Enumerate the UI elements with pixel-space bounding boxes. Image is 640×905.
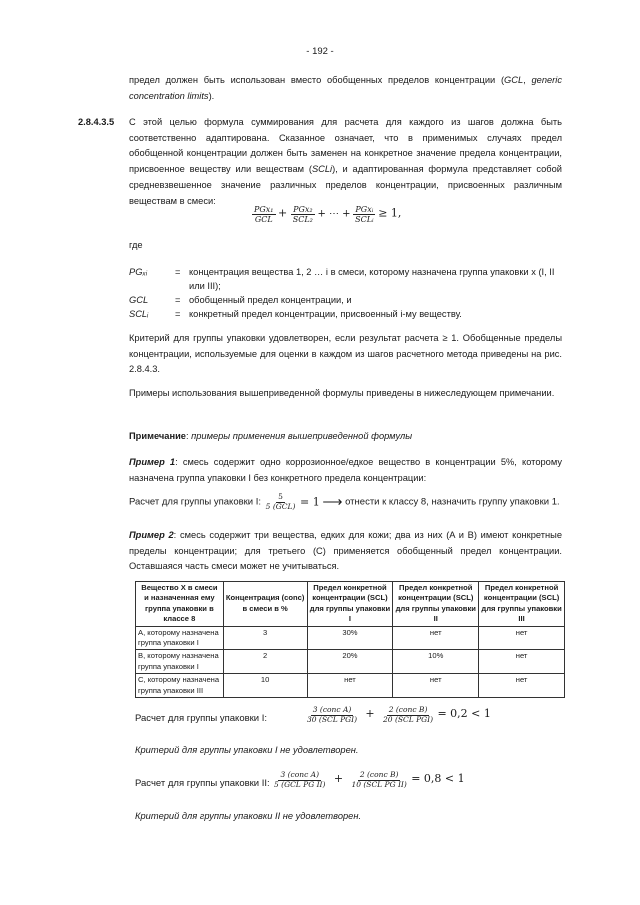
summation-formula: $\frac{\text{PGx₁}}{\text{GCL}}$ + $\frac{\text{PGx₂}}{\text{SCL₂}}$ + ⋯ + $\frac{\text{PGxᵢ}}{\text{SCLᵢ}}$ ≥ 1, xyxy=(254,205,402,225)
table-row: C, которому назначена группа упаковки III 10 нет нет нет xyxy=(136,674,565,698)
gcl-abbr: GCL xyxy=(504,75,524,85)
examples-paragraph: Примеры использования вышеприведенной формулы приведены в нижеследующем примечании. xyxy=(129,388,555,398)
table-header: Вещество X в смеси и назначенная ему группа упаковки в классе 8 xyxy=(136,582,224,627)
calc-1-formula: $\frac{\text{3 (conc A)}}{\text{30 (SCL PGI)}}$ + $\frac{\text{2 (conc B)}}{\text{20 (SCL PGI)}}$ = 0,2 < 1 xyxy=(307,705,491,724)
legend-row: GCL = обобщенный предел концентрации, и xyxy=(129,295,352,305)
scli-abbr: SCLi xyxy=(311,164,333,175)
calc-1-label: Расчет для группы упаковки I: xyxy=(135,713,268,724)
note-label: Примечание xyxy=(129,431,186,441)
formula-rhs: ≥ 1, xyxy=(378,206,402,220)
section-number: 2.8.4.3.5 xyxy=(78,117,115,127)
calc-2-result: = 0,8 < 1 xyxy=(411,772,465,786)
arrow-icon: ⟶ xyxy=(322,493,343,510)
legend-row: PGₓᵢ = концентрация вещества 1, 2 … i в смеси, которому назначена группа упаковки x (I, II или III); xyxy=(129,267,555,291)
table-row: B, которому назначена группа упаковки I 2 20% 10% нет xyxy=(136,650,565,674)
formula-term-2: $\frac{\text{PGx₂}}{\text{SCL₂}}$ xyxy=(292,205,313,225)
calc-2-formula: $\frac{\text{3 (conc A)}}{\text{5 (GCL PG II)}}$ + $\frac{\text{2 (conc B)}}{\text{10 (SCL PG II)}}$ = 0,8 < 1 xyxy=(274,770,465,789)
formula-term-i: $\frac{\text{PGxᵢ}}{\text{SCLᵢ}}$ xyxy=(355,205,374,225)
example-1-result: отнести к классу 8, назначить группу упаковки 1. xyxy=(345,496,560,508)
section-paragraph-1: С этой целью формула суммирования для расчета для каждого из шагов должна быть соответственно адаптирована. Сказанное означает, что в применимых случаях предел обобщенной концентрации должен быть заменен на конкретное значение предела концентрации, присвоенное веществу или веществам (SCLi), и адаптированная формула представляет собой средневзвешенное значение различных пределов концентрации, присвоенных различным веществам в смеси: xyxy=(129,117,562,206)
example-2-paragraph: Пример 2: смесь содержит три вещества, едких для кожи; два из них (A и B) имеют конкретные пределы концентрации; для третьего (C) применяется обобщенный предел концентрации. Оставшаяся часть смеси может не учитываться. xyxy=(129,530,562,572)
example-1-label: Пример 1 xyxy=(129,457,176,467)
example-1-calc: Расчет для группы упаковки I: $\frac{5}{\text{5 (GCL)}}$ = 1 ⟶ отнести к классу 8, назначить группу упаковки 1. xyxy=(129,492,560,511)
calc-1-result: = 0,2 < 1 xyxy=(437,707,491,721)
table-header: Концентрация (conc) в смеси в % xyxy=(223,582,307,627)
table-row: A, которому назначена группа упаковки I 3 30% нет нет xyxy=(136,626,565,650)
substances-table xyxy=(135,581,565,698)
example-1-paragraph: Пример 1: смесь содержит одно коррозионное/едкое вещество в концентрации 5%, которому назначена группа упаковки I без конкретного предела концентрации: xyxy=(129,457,562,483)
criterion-paragraph: Критерий для группы упаковки удовлетворен, если результат расчета ≥ 1. Обобщенные пределы концентрации, используемые для оценки в каждом из шагов расчетного метода приведены на рис. 2.8.4.3. xyxy=(129,333,562,375)
page-number: - 192 - xyxy=(306,46,334,57)
criterion-2-note: Критерий для группы упаковки II не удовлетворен. xyxy=(135,811,362,821)
intro-paragraph: предел должен быть использован вместо обобщенных пределов концентрации (GCL, generic concentration limits). xyxy=(129,75,562,101)
example-2-label: Пример 2 xyxy=(129,530,174,540)
generic-limits-term: generic concentration limits xyxy=(129,75,562,101)
table-header: Предел конкретной концентрации (SCL) для группы упаковки II xyxy=(393,582,479,627)
table-header-row xyxy=(136,582,565,627)
calc-2-label: Расчет для группы упаковки II: xyxy=(135,778,270,789)
criterion-1-note: Критерий для группы упаковки I не удовлетворен. xyxy=(135,745,359,755)
symbol-legend xyxy=(129,265,562,321)
where-label: где xyxy=(129,240,143,250)
table-header: Предел конкретной концентрации (SCL) для группы упаковки III xyxy=(479,582,565,627)
note-line: Примечание: примеры применения вышеприведенной формулы xyxy=(129,431,413,441)
table-header: Предел конкретной концентрации (SCL) для группы упаковки I xyxy=(307,582,393,627)
formula-term-1: $\frac{\text{PGx₁}}{\text{GCL}}$ xyxy=(254,205,274,225)
example-1-fraction: $\frac{5}{\text{5 (GCL)}}$ xyxy=(265,492,296,511)
legend-row: SCLᵢ = конкретный предел концентрации, присвоенный i-му веществу. xyxy=(129,309,462,319)
